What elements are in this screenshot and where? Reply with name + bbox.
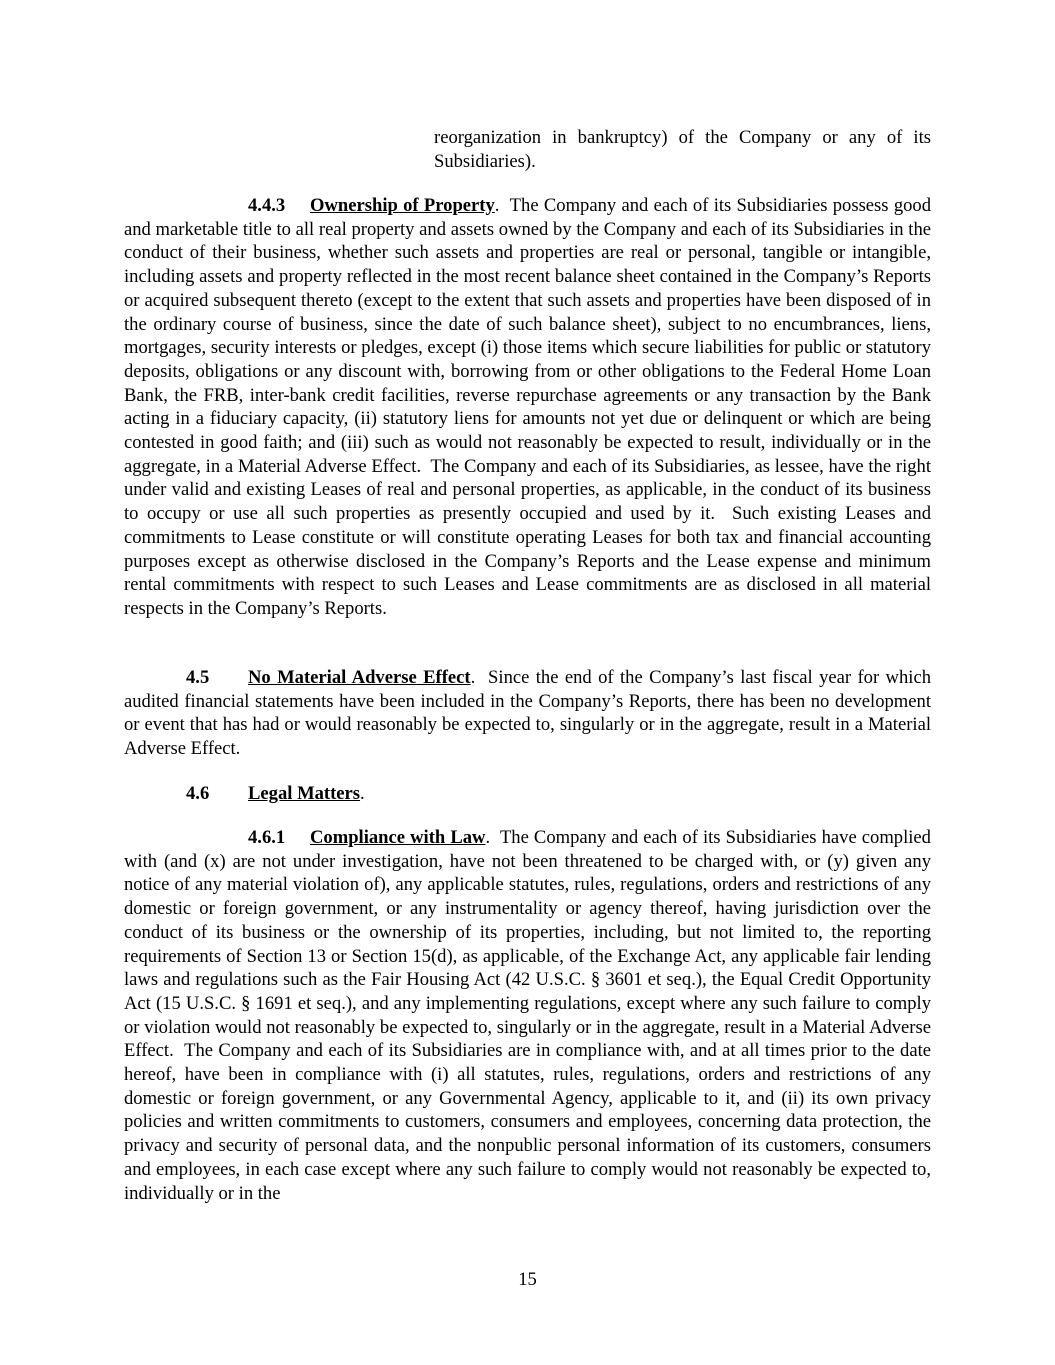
section-4-4-3-heading-punct: . xyxy=(494,195,500,216)
section-4-5-heading: No Material Adverse Effect xyxy=(248,667,471,688)
section-4-5-body: Since the end of the Company’s last fiscal year for which audited financial statements have been included in the Company’s Reports, there has been no development or event that has had or would reasonably be expected to, singularly or in the aggregate, result in a Material Adverse Effect. xyxy=(124,667,936,760)
section-4-5-number: 4.5 xyxy=(186,667,210,688)
section-4-4-3-heading: Ownership of Property xyxy=(310,195,495,216)
section-4-6-heading: Legal Matters xyxy=(248,783,361,804)
section-4-5-paragraph xyxy=(124,666,936,761)
page-number: 15 xyxy=(518,1269,537,1290)
section-4-6-1-heading: Compliance with Law xyxy=(310,827,486,848)
section-4-4-3-paragraph xyxy=(124,194,936,621)
section-4-6-number: 4.6 xyxy=(186,783,210,804)
section-4-6-1-body: The Company and each of its Subsidiaries have complied with (and (x) are not under investigation, have not been threatened to be charged with, or (y) given any notice of any material violation of), any applicable statutes, rules, regulations, orders and restrictions of any domestic or foreign government, or any instrumentality or agency thereof, having jurisdiction over the conduct of its business or the ownership of its properties, including, but not limited to, the reporting requirements of Section 13 or Section 15(d), as applicable, of the Exchange Act, any applicable fair lending laws and regulations such as the Fair Housing Act (42 U.S.C. § 3601 et seq.), the Equal Credit Opportunity Act (15 U.S.C. § 1691 et seq.), and any implementing regulations, except where any such failure to comply or violation would not reasonably be expected to, singularly or in the aggregate, result in a Material Adverse Effect. The Company and each of its Subsidiaries are in compliance with, and at all times prior to the date hereof, have been in compliance with (i) all statutes, rules, regulations, orders and restrictions of any domestic or foreign government, or any Governmental Agency, applicable to it, and (ii) its own privacy policies and written commitments to customers, consumers and employees, concerning data protection, the privacy and security of personal data, and the nonpublic personal information of its customers, consumers and employees, in each case except where any such failure to comply would not reasonably be expected to, individually or in the xyxy=(124,827,936,1204)
section-4-6-1-heading-punct: . xyxy=(485,827,491,848)
section-4-5-heading-punct: . xyxy=(470,667,476,688)
section-4-6-heading-punct: . xyxy=(360,783,365,804)
section-4-4-3-number: 4.4.3 xyxy=(248,195,286,216)
section-4-6-paragraph xyxy=(124,782,931,806)
continuation-paragraph: reorganization in bankruptcy) of the Company or any of its Subsidiaries). xyxy=(434,127,931,172)
section-4-6-1-number: 4.6.1 xyxy=(248,827,286,848)
section-4-4-3-body: The Company and each of its Subsidiaries possess good and marketable title to all real property and assets owned by the Company and each of its Subsidiaries in the conduct of their business, whether such assets and properties are real or personal, tangible or intangible, including assets and property reflected in the most recent balance sheet contained in the Company’s Reports or acquired subsequent thereto (except to the extent that such assets and properties have been disposed of in the ordinary course of business, since the date of such balance sheet), subject to no encumbrances, liens, mortgages, security interests or pledges, except (i) those items which secure liabilities for public or statutory deposits, obligations or any discount with, borrowing from or other obligations to the Federal Home Loan Bank, the FRB, inter-bank credit facilities, reverse repurchase agreements or any transaction by the Bank acting in a fiduciary capacity, (ii) statutory liens for amounts not yet due or delinquent or which are being contested in good faith; and (iii) such as would not reasonably be expected to result, individually or in the aggregate, in a Material Adverse Effect. The Company and each of its Subsidiaries, as lessee, have the right under valid and existing Leases of real and personal properties, as applicable, in the conduct of its business to occupy or use all such properties as presently occupied and used by it. Such existing Leases and commitments to Lease constitute or will constitute operating Leases for both tax and financial accounting purposes except as otherwise disclosed in the Company’s Reports and the Lease expense and minimum rental commitments with respect to such Leases and Lease commitments are as disclosed in all material respects in the Company’s Reports. xyxy=(124,195,936,619)
section-4-6-1-paragraph xyxy=(124,826,936,1205)
